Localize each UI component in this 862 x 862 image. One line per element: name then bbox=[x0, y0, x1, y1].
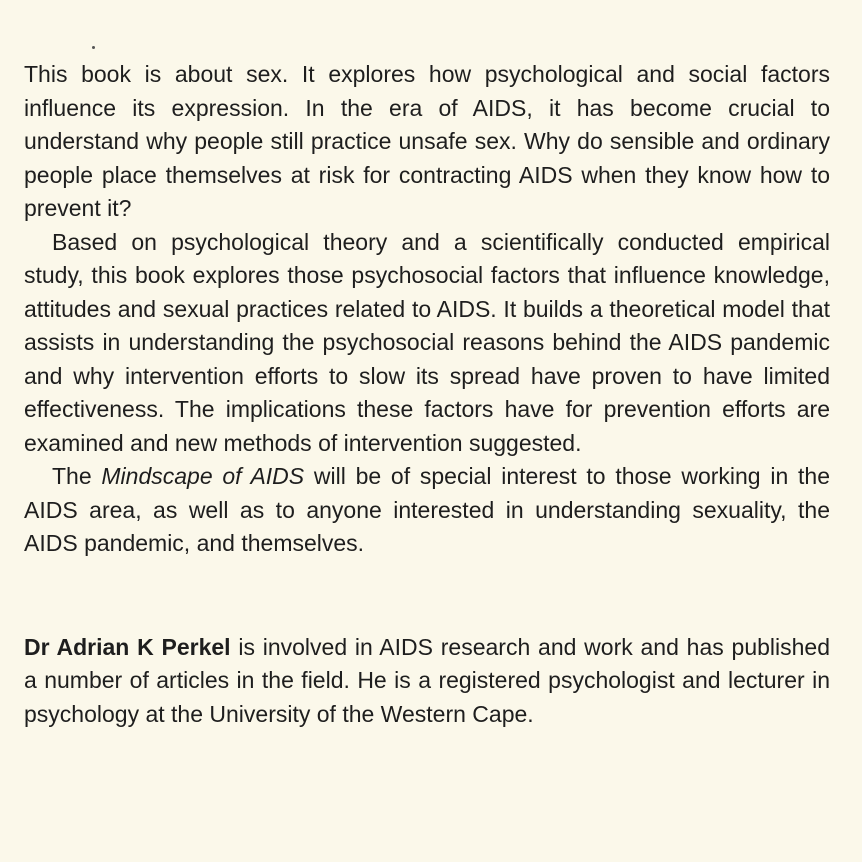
blurb-paragraph-1: This book is about sex. It explores how psychological and social factors influence its expression. In the era of AIDS, it has become crucial to understand why people still practice unsafe sex. Why do sensible and ordinary people place themselves at risk for contracting AIDS when they know how to prevent it? bbox=[24, 61, 830, 221]
author-name: Dr Adrian K Perkel bbox=[24, 633, 231, 660]
author-bio-paragraph bbox=[24, 631, 830, 732]
blurb-paragraph-2: Based on psychological theory and a scientifically conducted empirical study, this book explores those psychosocial factors that influence knowledge, attitudes and sexual practices related to AIDS. It builds a theoretical model that assists in understanding the psychosocial reasons behind the AIDS pandemic and why intervention efforts to slow its spread have proven to have limited effectiveness. The implications these factors have for prevention efforts are examined and new methods of intervention suggested. bbox=[24, 228, 830, 456]
blurb-p3-lead: The bbox=[52, 463, 102, 489]
book-blurb bbox=[24, 58, 830, 561]
blurb-p3-rest: will be of special interest to those working in the AIDS area, as well as to anyone interested in understanding sexuality, the AIDS pandemic, and themselves. bbox=[24, 463, 830, 556]
blurb-paragraph-3 bbox=[24, 460, 830, 561]
book-title-italic: Mindscape of AIDS bbox=[101, 463, 305, 489]
print-speck bbox=[92, 46, 95, 49]
author-bio bbox=[24, 631, 830, 732]
author-bio-text: is involved in AIDS research and work and has published a number of articles in the field. He is a registered psychologist and lecturer in psychology at the University of the Western Cape. bbox=[24, 633, 831, 727]
